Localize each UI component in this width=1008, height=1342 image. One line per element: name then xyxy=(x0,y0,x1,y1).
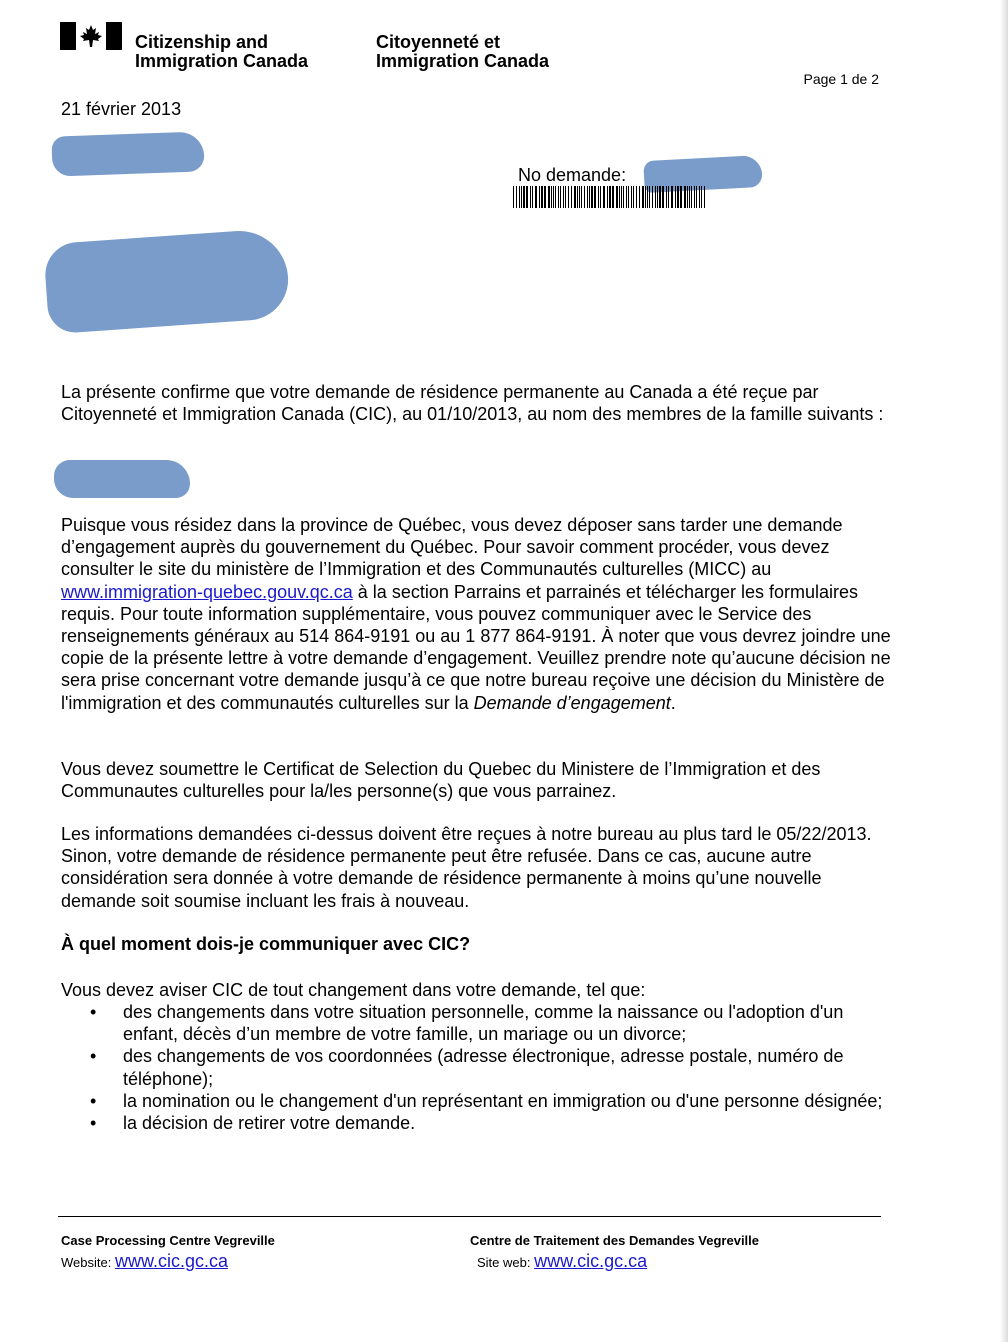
request-number-label: No demande: xyxy=(518,165,627,185)
letter-date: 21 février 2013 xyxy=(61,99,182,119)
demande-engagement-text: Demande d’engagement xyxy=(473,692,671,713)
section-heading: À quel moment dois-je communiquer avec CIC? xyxy=(61,934,471,954)
bullet-icon: • xyxy=(90,1113,97,1134)
department-name-fr-line2: Immigration Canada xyxy=(376,51,550,71)
list-item xyxy=(61,1090,891,1112)
micc-website-link[interactable]: www.immigration-quebec.gouv.qc.ca xyxy=(61,581,353,602)
list-item-text: la décision de retirer votre demande. xyxy=(123,1113,416,1134)
footer-website-en xyxy=(61,1251,228,1272)
footer-website-label-en: Website: xyxy=(61,1255,115,1270)
department-name-fr-line1: Citoyenneté et xyxy=(376,32,501,52)
paragraph-quebec-text-b: à la section Parrains et parrainés et télécharger les formulaires requis. Pour toute information supplémentaire, vous pouvez communiquer avec le Service des renseignements généraux au 514 864-9191 ou au 1 877 864-9191. À noter que vous devrez joindre une copie de la présente lettre à votre demande d’engagement. Veuillez prendre note qu’aucune décision ne sera prise concernant votre demande jusqu’à ce que notre bureau reçoive une décision du Ministère de l'immigration et des communautés culturelles sur la xyxy=(61,581,891,713)
department-name-en-line2: Immigration Canada xyxy=(135,51,309,71)
list-item xyxy=(61,1001,891,1045)
changes-list xyxy=(61,1001,891,1134)
cic-website-link-en[interactable]: www.cic.gc.ca xyxy=(114,1251,228,1271)
department-name-en xyxy=(135,33,308,71)
redacted-name xyxy=(51,131,204,176)
page-edge-shadow xyxy=(1000,0,1008,1342)
department-name-fr xyxy=(376,33,549,71)
canada-flag-icon xyxy=(60,22,122,50)
list-item xyxy=(61,1112,891,1134)
redacted-address xyxy=(43,228,291,335)
bullet-icon: • xyxy=(90,1002,97,1022)
bullet-icon: • xyxy=(90,1046,97,1067)
footer-website-fr xyxy=(477,1251,647,1272)
footer-website-label-fr: Site web: xyxy=(477,1255,535,1270)
paragraph-quebec-text-a: Puisque vous résidez dans la province de Québec, vous devez déposer sans tarder une demande d’engagement auprès du gouvernement du Québec. Pour savoir comment procéder, vous devez consulter le site du ministère de l’Immigration et des Communautés culturelles (MICC) au xyxy=(61,515,843,580)
bullet-icon: • xyxy=(90,1090,97,1111)
paragraph-deadline: Les informations demandées ci-dessus doivent être reçues à notre bureau au plus tard le 05/22/2013. Sinon, votre demande de résidence permanente peut être refusée. Dans ce cas, aucune autre considération sera donnée à votre demande de résidence permanente à moins qu’une nouvelle demande soit soumise incluant les frais à nouveau. xyxy=(61,824,872,911)
paragraph-notify: Vous devez aviser CIC de tout changement dans votre demande, tel que: xyxy=(61,980,646,1000)
list-item-text: la nomination ou le changement d'un représentant en immigration ou d'une personne désignée; xyxy=(123,1090,883,1111)
paragraph-csq: Vous devez soumettre le Certificat de Selection du Quebec du Ministere de l’Immigration et des Communautes culturelles pour la/les personne(s) que vous parrainez. xyxy=(61,759,821,802)
paragraph-quebec xyxy=(61,514,891,714)
paragraph-quebec-end: . xyxy=(670,692,676,713)
footer-office-en: Case Processing Centre Vegreville xyxy=(61,1233,275,1248)
list-item-text: des changements dans votre situation personnelle, comme la naissance ou l'adoption d'un enfant, décès d’un membre de votre famille, un mariage ou un divorce; xyxy=(123,1002,844,1045)
paragraph-confirmation: La présente confirme que votre demande de résidence permanente au Canada a été reçue par Citoyenneté et Immigration Canada (CIC), au 01/10/2013, au nom des membres de la famille suivants : xyxy=(61,382,884,425)
list-item-text: des changements de vos coordonnées (adresse électronique, adresse postale, numéro de téléphone); xyxy=(123,1046,844,1089)
barcode-icon xyxy=(512,186,708,208)
redacted-family-member xyxy=(54,460,190,498)
cic-website-link-fr[interactable]: www.cic.gc.ca xyxy=(534,1251,648,1271)
list-item xyxy=(61,1045,891,1089)
department-name-en-line1: Citizenship and xyxy=(135,32,269,52)
footer-office-fr: Centre de Traitement des Demandes Vegreville xyxy=(470,1233,760,1248)
footer-divider xyxy=(58,1216,881,1217)
page-number: Page 1 de 2 xyxy=(803,71,879,87)
